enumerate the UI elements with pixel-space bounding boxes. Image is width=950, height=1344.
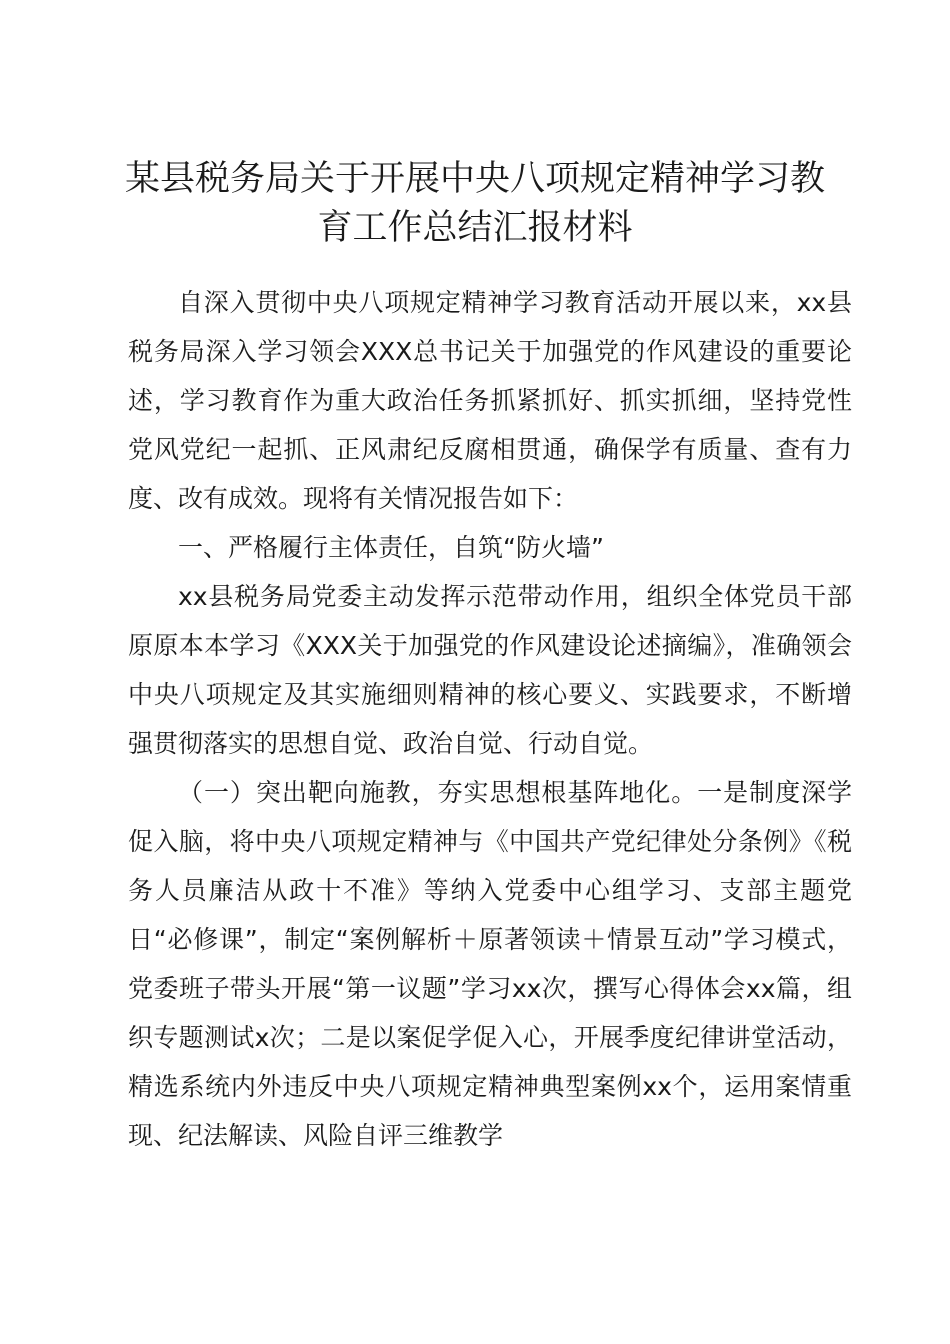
paragraph-subsection-1: （一）突出靶向施教，夯实思想根基阵地化。一是制度深学促入脑，将中央八项规定精神与《中国共产党纪律处分条例》《税务人员廉洁从政十不准》等纳入党委中心组学习、支部主题党日“必修课”，制定“案例解析＋原著领读＋情景互动”学习模式，党委班子带头开展“第一议题”学习xx次，撰写心得体会xx篇，组织专题测试x次；二是以案促学促入心，开展季度纪律讲堂活动，精选系统内外违反中央八项规定精神典型案例xx个，运用案情重现、纪法解读、风险自评三维教学 — [128, 778, 852, 1150]
paragraph-section-1: xx县税务局党委主动发挥示范带动作用，组织全体党员干部原原本本学习《XXX关于加强党的作风建设论述摘编》，准确领会中央八项规定及其实施细则精神的核心要义、实践要求，不断增强贯彻落实的思想自觉、政治自觉、行动自觉。 — [128, 582, 852, 758]
paragraph-intro: 自深入贯彻中央八项规定精神学习教育活动开展以来，xx县税务局深入学习领会XXX总书记关于加强党的作风建设的重要论述，学习教育作为重大政治任务抓紧抓好、抓实抓细，坚持党性党风党纪一起抓、正风肃纪反腐相贯通，确保学有质量、查有力度、改有成效。现将有关情况报告如下： — [128, 288, 852, 513]
section-heading-1: 一、严格履行主体责任，自筑“防火墙” — [178, 533, 604, 562]
title-line-2: 育工作总结汇报材料 — [317, 208, 633, 248]
title-line-1: 某县税务局关于开展中央八项规定精神学习教 — [124, 159, 825, 199]
document-title — [110, 155, 840, 253]
document-body — [128, 278, 852, 1160]
